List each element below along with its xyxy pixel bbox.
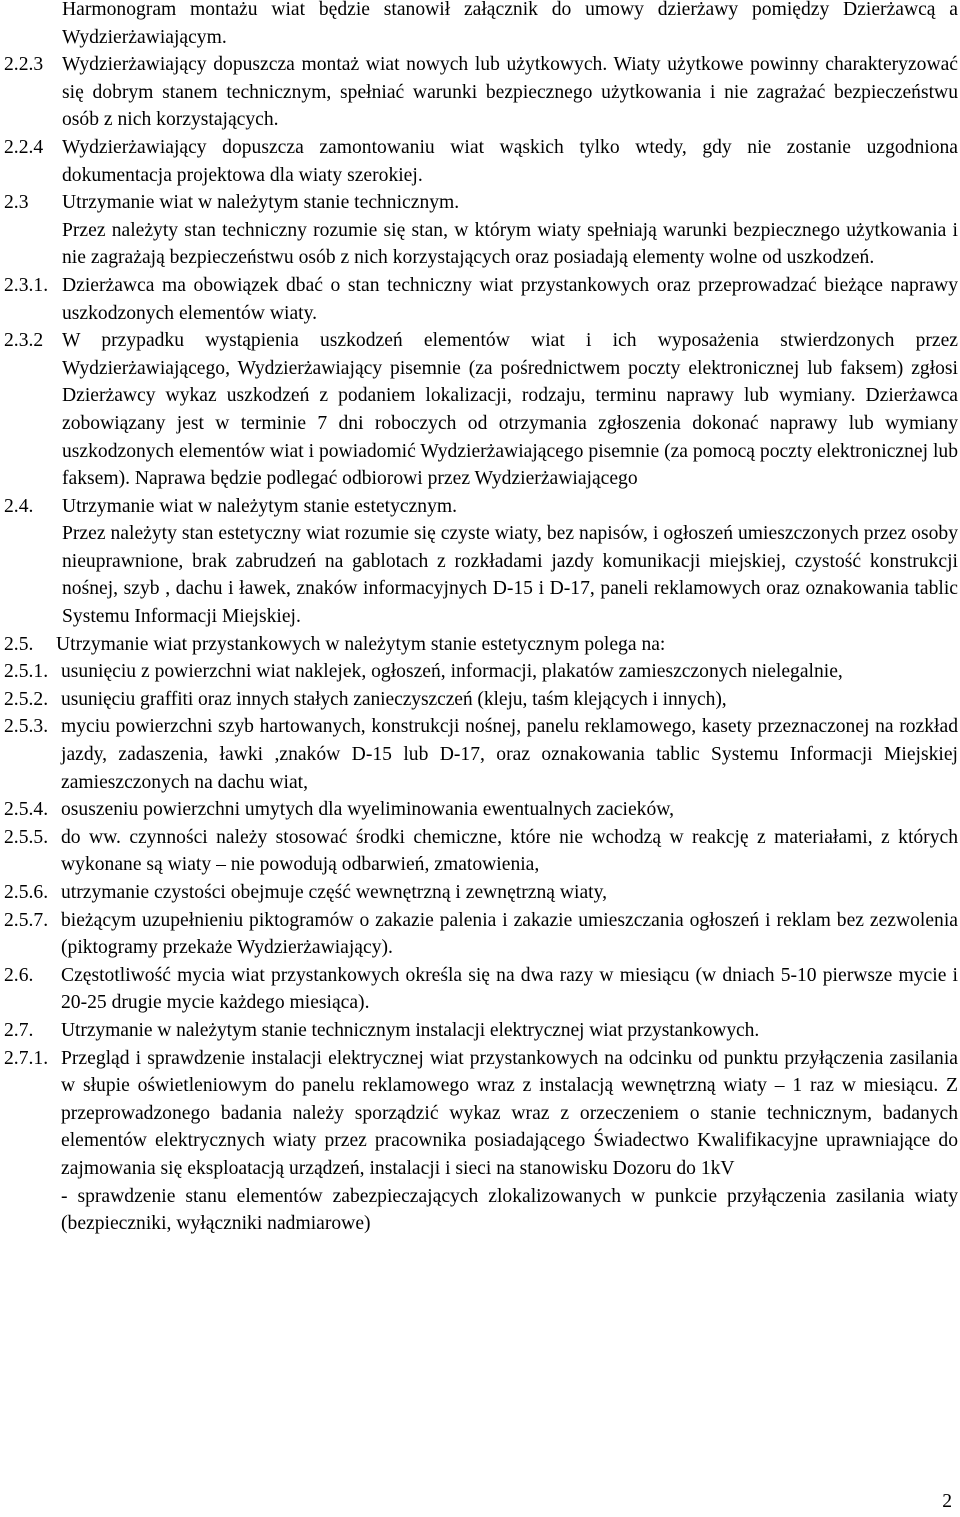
item-2-5-5 <box>4 824 958 879</box>
item-2-5-3 <box>4 713 958 796</box>
item-text: do ww. czynności należy stosować środki chemiczne, które nie wchodzą w reakcję z materiałami, z których wykonane są wiaty – nie powodują odbarwień, zmatowienia, <box>61 826 958 876</box>
item-text: myciu powierzchni szyb hartowanych, konstrukcji nośnej, panelu reklamowego, kasety przeznaczonej na rozkład jazdy, zadaszenia, ławki ,znaków D-15 lub D-17, oraz oznakowania tablic Systemu Informacji Miejskiej zamieszczonych na dachu wiat, <box>61 716 958 793</box>
item-number: 2.2.4 <box>4 136 44 158</box>
item-number: 2.3.1. <box>4 274 49 296</box>
item-number: 2.5.7. <box>4 909 49 931</box>
item-text: Wydzierżawiający dopuszcza zamontowaniu wiat wąskich tylko wtedy, gdy nie zostanie uzgodniona dokumentacja projektowa dla wiaty szerokiej. <box>62 136 958 186</box>
item-number: 2.3 <box>4 192 29 214</box>
paragraph-aesthetic-state: Przez należyty stan estetyczny wiat rozumie się czyste wiaty, bez napisów, i ogłoszeń umieszczonych przez osoby nieuprawnione, brak zabrudzeń na gablotach z rozkładami jazdy komunikacji miejskiej, czystość konstrukcji nośnej, szyb , dachu i ławek, znaków informacyjnych D-15 i D-17, paneli reklamowych oraz oznakowania tablic Systemu Informacji Miejskiej. <box>62 523 958 628</box>
item-2-7 <box>4 1017 958 1045</box>
item-text: Dzierżawca ma obowiązek dbać o stan techniczny wiat przystankowych oraz przeprowadzać bieżące naprawy uszkodzonych elementów wiaty. <box>62 274 958 324</box>
item-2-5-2 <box>4 686 958 714</box>
item-text: usunięciu graffiti oraz innych stałych zanieczyszczeń (kleju, taśm klejących i innych), <box>61 688 727 710</box>
item-2-3-1 <box>4 272 958 327</box>
item-2-5 <box>4 631 958 659</box>
item-text: Utrzymanie wiat przystankowych w należytym stanie estetycznym polega na: <box>56 633 666 655</box>
item-2-3 <box>4 189 958 217</box>
item-2-5-7 <box>4 907 958 962</box>
item-2-6 <box>4 962 958 1017</box>
item-text: usunięciu z powierzchni wiat naklejek, ogłoszeń, informacji, plakatów zamieszczonych nielegalnie, <box>61 661 843 683</box>
item-text: Utrzymanie wiat w należytym stanie estetycznym. <box>62 495 458 517</box>
item-2-5-1 <box>4 658 958 686</box>
item-number: 2.5.3. <box>4 716 49 738</box>
item-text: osuszeniu powierzchni umytych dla wyeliminowania ewentualnych zacieków, <box>61 799 675 821</box>
item-number: 2.5.4. <box>4 799 49 821</box>
item-text: utrzymanie czystości obejmuje część wewnętrzną i zewnętrzną wiaty, <box>61 882 608 903</box>
item-2-5-4 <box>4 796 958 824</box>
item-number: 2.5.5. <box>4 826 49 848</box>
item-number: 2.5.2. <box>4 688 49 710</box>
item-number: 2.4. <box>4 495 34 517</box>
item-text: Wydzierżawiający dopuszcza montaż wiat nowych lub użytkowych. Wiaty użytkowe powinny charakteryzować się dobrym stanem technicznym, spełniać warunki bezpiecznego użytkowania i nie zagrażać bezpieczeństwu osób z nich korzystających. <box>62 54 958 131</box>
item-2-2-4 <box>4 134 958 189</box>
item-2-5-6 <box>4 879 958 907</box>
item-2-7-1 <box>4 1045 958 1183</box>
item-number: 2.5. <box>4 633 34 655</box>
item-2-4 <box>4 493 958 521</box>
item-text: Utrzymanie wiat w należytym stanie technicznym. <box>62 192 460 214</box>
continuation-paragraph: Harmonogram montażu wiat będzie stanowił załącznik do umowy dzierżawy pomiędzy Dzierżawcą a Wydzierżawiającym. <box>62 0 958 48</box>
item-number: 2.6. <box>4 964 34 986</box>
item-number: 2.3.2 <box>4 330 44 352</box>
page-number: 2 <box>942 1491 952 1512</box>
item-number: 2.7.1. <box>4 1047 49 1069</box>
item-text: Utrzymanie w należytym stanie technicznym instalacji elektrycznej wiat przystankowych. <box>61 1019 760 1041</box>
item-text: bieżącym uzupełnieniu piktogramów o zakazie palenia i zakazie umieszczania ogłoszeń i reklam bez zezwolenia (piktogramy przekaże Wydzierżawiający). <box>61 909 958 959</box>
document-body <box>4 0 958 1238</box>
paragraph-protection-check: - sprawdzenie stanu elementów zabezpieczających zlokalizowanych w punkcie przyłączenia zasilania wiaty (bezpieczniki, wyłączniki nadmiarowe) <box>61 1185 958 1235</box>
paragraph-technical-state: Przez należyty stan techniczny rozumie się stan, w którym wiaty spełniają warunki bezpiecznego użytkowania i nie zagrażają bezpieczeństwu osób z nich korzystających oraz posiadają elementy wolne od uszkodzeń. <box>62 219 958 269</box>
item-2-2-3 <box>4 51 958 134</box>
item-number: 2.5.1. <box>4 661 49 683</box>
item-number: 2.7. <box>4 1019 34 1041</box>
item-text: Przegląd i sprawdzenie instalacji elektrycznej wiat przystankowych na odcinku od punktu przyłączenia zasilania w słupie oświetleniowym do panelu reklamowego wraz z instalacją wewnętrzną wiaty – 1 raz w miesiącu. Z przeprowadzonego badania należy sporządzić wykaz wraz z orzeczeniem o stanie technicznym, badanych elementów elektrycznych wiaty przez pracownika posiadającego Świadectwo Kwalifikacyjne uprawniające do zajmowania się eksploatacją urządzeń, instalacji i sieci na stanowisku Dozoru do 1kV <box>61 1047 958 1179</box>
item-text: Częstotliwość mycia wiat przystankowych określa się na dwa razy w miesiącu (w dniach 5-10 pierwsze mycie i 20-25 drugie mycie każdego miesiąca). <box>61 964 958 1014</box>
item-number: 2.2.3 <box>4 54 44 76</box>
item-number: 2.5.6. <box>4 882 49 903</box>
item-2-3-2 <box>4 327 958 493</box>
item-text: W przypadku wystąpienia uszkodzeń elementów wiat i ich wyposażenia stwierdzonych przez Wydzierżawiającego, Wydzierżawiający pisemnie (za pośrednictwem poczty elektronicznej lub faksem) zgłosi Dzierżawcy wykaz uszkodzeń z podaniem lokalizacji, rodzaju, terminu naprawy lub wymiany. Dzierżawca zobowiązany jest w terminie 7 dni roboczych od otrzymania zgłoszenia dokonać naprawy lub wymiany uszkodzonych elementów wiat i powiadomić Wydzierżawiającego pisemnie (za pomocą poczty elektronicznej lub faksem). Naprawa będzie podlegać odbiorowi przez Wydzierżawiającego <box>62 330 958 490</box>
